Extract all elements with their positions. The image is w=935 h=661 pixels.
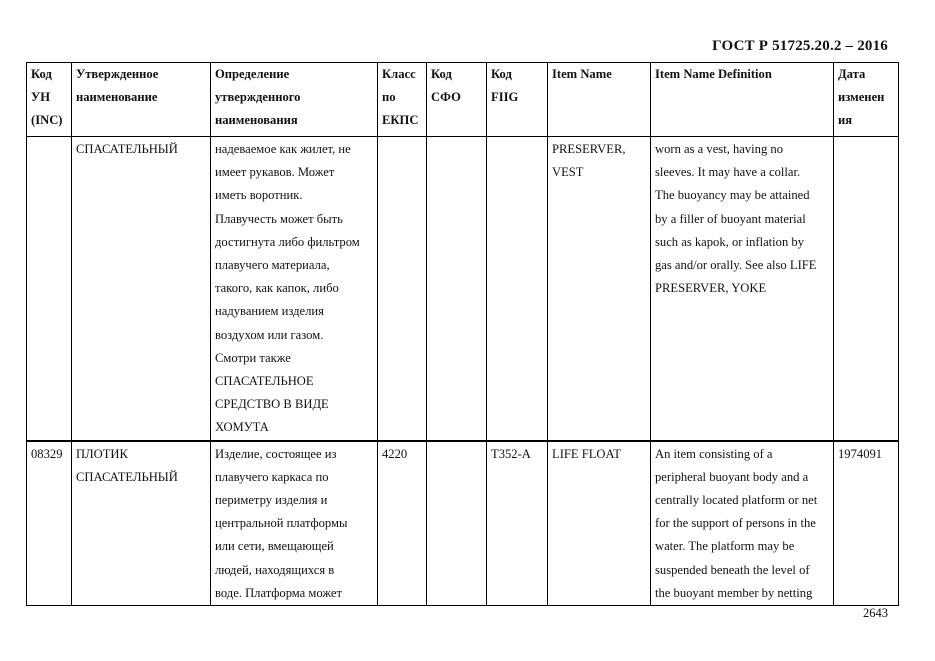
cell-item-name: PRESERVER, VEST [548,137,651,441]
cell-item-name: LIFE FLOAT [548,441,651,606]
cell-code-sfo [427,137,487,441]
catalog-table [26,62,899,606]
header-class-ekps: Класс по ЕКПС [378,63,427,137]
header-item-name-definition: Item Name Definition [651,63,834,137]
cell-item-name-definition: An item consisting of a peripheral buoyant body and a centrally located platform or net for the support of persons in the water. The platform may be suspended beneath the level of the buoyant member by netting [651,441,834,606]
cell-code-sfo [427,441,487,606]
header-date-changed: Дата изменен ия [834,63,899,137]
table-row [27,137,899,441]
cell-inc: 08329 [27,441,72,606]
cell-class-ekps [378,137,427,441]
header-definition: Определение утвержденного наименования [211,63,378,137]
cell-code-fiig: T352-A [487,441,548,606]
cell-item-name-definition: worn as a vest, having no sleeves. It may have a collar. The buoyancy may be attained by a filler of buoyant material such as kapok, or inflation by gas and/or orally. See also LIFE PRESERVER, YOKE [651,137,834,441]
header-code-sfo: Код СФО [427,63,487,137]
cell-definition: Изделие, состоящее из плавучего каркаса по периметру изделия и центральной платформы или сети, вмещающей людей, находящихся в воде. Платформа может [211,441,378,606]
cell-definition: надеваемое как жилет, не имеет рукавов. Может иметь воротник. Плавучесть может быть достигнута либо фильтром плавучего материала, такого, как капок, либо надуванием изделия воздухом или газом. Смотри также СПАСАТЕЛЬНОЕ СРЕДСТВО В ВИДЕ ХОМУТА [211,137,378,441]
page-number: 2643 [863,606,888,620]
header-code-fiig: Код FIIG [487,63,548,137]
document-standard-header: ГОСТ Р 51725.20.2 – 2016 [712,38,888,54]
header-approved-name: Утвержденное наименование [72,63,211,137]
cell-class-ekps: 4220 [378,441,427,606]
cell-approved-name: СПАСАТЕЛЬНЫЙ [72,137,211,441]
cell-date-changed [834,137,899,441]
cell-code-fiig [487,137,548,441]
header-item-name: Item Name [548,63,651,137]
cell-date-changed: 1974091 [834,441,899,606]
table-header-row [27,63,899,137]
cell-approved-name: ПЛОТИК СПАСАТЕЛЬНЫЙ [72,441,211,606]
cell-inc [27,137,72,441]
header-inc: Код УН (INC) [27,63,72,137]
table-row [27,441,899,606]
